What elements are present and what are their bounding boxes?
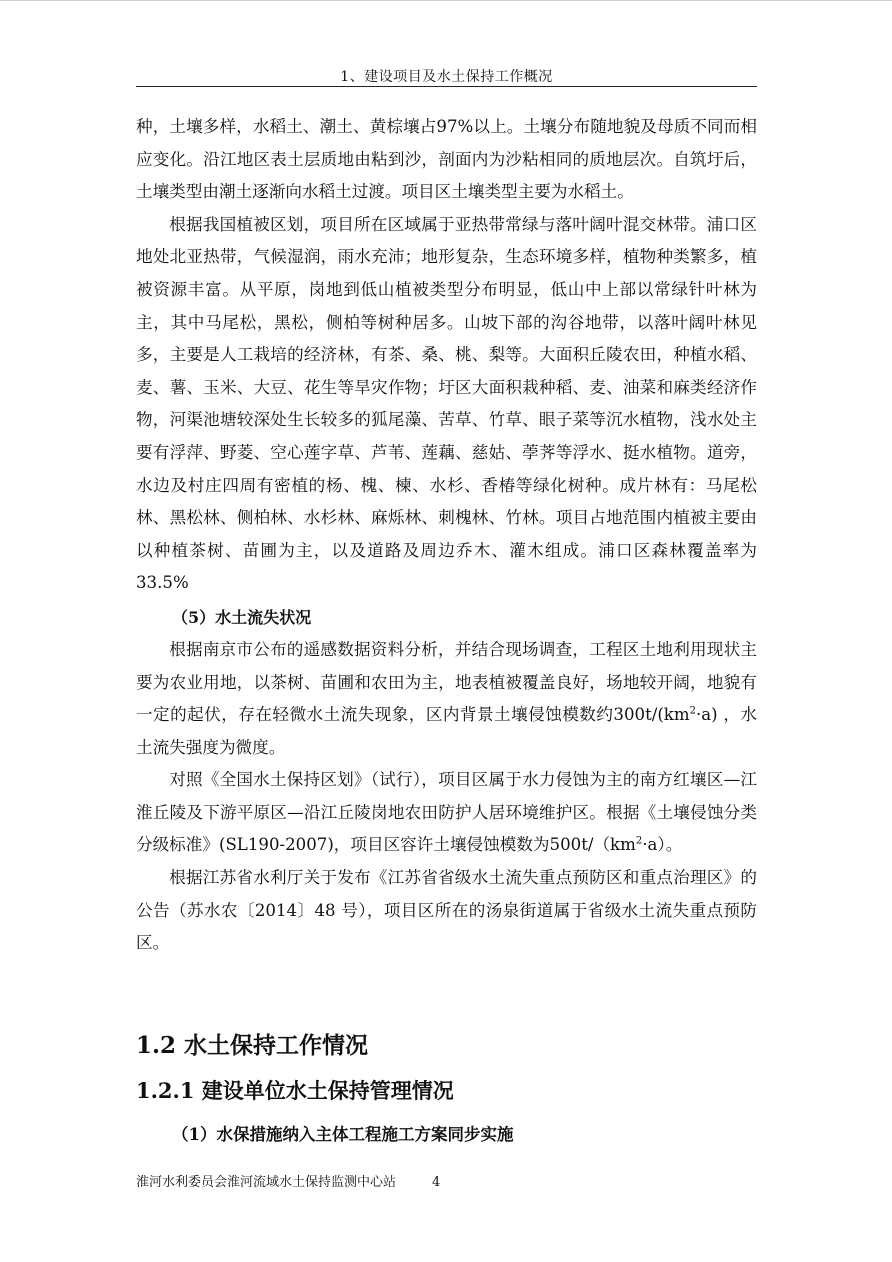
zoning-text-end: ·a）。 <box>642 835 683 855</box>
page-body <box>136 111 757 960</box>
superscript-2: 2 <box>635 835 643 847</box>
erosion-status-text-end: ·a) ，水土流失强度为微度。 <box>136 705 757 757</box>
paragraph-vegetation: 根据我国植被区划，项目所在区域属于亚热带常绿与落叶阔叶混交林带。浦口区地处北亚热带，气候湿润，雨水充沛；地形复杂，生态环境多样，植物种类繁多，植被资源丰富。从平原，岗地到低山植被类型分布明显，低山中上部以常绿针叶林为主，其中马尾松，黑松，侧柏等树种居多。山坡下部的沟谷地带，以落叶阔叶林见多，主要是人工栽培的经济林，有茶、桑、桃、梨等。大面积丘陵农田，种植水稻、麦、薯、玉米、大豆、花生等旱灾作物；圩区大面积栽种稻、麦、油菜和麻类经济作物，河渠池塘较深处生长较多的狐尾藻、苦草、竹草、眼子菜等沉水植物，浅水处主要有浮萍、野菱、空心莲字草、芦苇、莲藕、慈姑、荸荠等浮水、挺水植物。道旁，水边及村庄四周有密植的杨、槐、楝、水杉、香椿等绿化树种。成片林有：马尾松林、黑松林、侧柏林、水杉林、麻烁林、刺槐林、竹林。项目占地范围内植被主要由以种植茶树、苗圃为主，以及道路及周边乔木、灌木组成。浦口区森林覆盖率为33.5% <box>136 214 757 593</box>
paragraph-prevention-area: 根据江苏省水利厅关于发布《江苏省省级水土流失重点预防区和重点治理区》的公告（苏水农〔2014〕48 号），项目区所在的汤泉街道属于省级水土流失重点预防区。 <box>136 868 757 953</box>
paragraph-zoning <box>136 764 757 862</box>
subheading-soil-erosion: （5）水土流失状况 <box>172 607 312 627</box>
header-rule <box>136 86 757 87</box>
paragraph-erosion-status <box>136 634 757 764</box>
zoning-text: 对照《全国水土保持区划》（试行），项目区属于水力侵蚀为主的南方红壤区—江淮丘陵及下游平原区—沿江丘陵岗地农田防护人居环境维护区。根据《土壤侵蚀分类分级标准》(SL190-2007)，项目区容许土壤侵蚀模数为500t/（km <box>136 770 757 855</box>
superscript-2: 2 <box>689 705 696 717</box>
section-heading-1-2-1: 1.2.1 建设单位水土保持管理情况 <box>136 1078 454 1103</box>
paragraph-soil: 种，土壤多样，水稻土、潮土、黄棕壤占97%以上。土壤分布随地貌及母质不同而相应变化。沿江地区表土层质地由粘到沙，剖面内为沙粘相同的质地层次。自筑圩后，土壤类型由潮土逐渐向水稻土过渡。项目区土壤类型主要为水稻土。 <box>136 117 757 202</box>
page-top-border <box>0 0 892 1</box>
running-header: 1、建设项目及水土保持工作概况 <box>340 69 553 85</box>
footer-organization: 淮河水利委员会淮河流域水土保持监测中心站 <box>136 1175 397 1190</box>
page-number: 4 <box>432 1175 441 1190</box>
section-heading-1-2: 1.2 水土保持工作情况 <box>136 1032 369 1059</box>
subsection-heading-1: （1）水保措施纳入主体工程施工方案同步实施 <box>172 1125 514 1144</box>
erosion-status-text: 根据南京市公布的遥感数据资料分析，并结合现场调查，工程区土地利用现状主要为农业用地，以茶树、苗圃和农田为主，地表植被覆盖良好，场地较开阔，地貌有一定的起伏，存在轻微水土流失现象，区内背景土壤侵蚀模数约300t/(km <box>136 639 757 725</box>
page-footer <box>136 1171 440 1190</box>
